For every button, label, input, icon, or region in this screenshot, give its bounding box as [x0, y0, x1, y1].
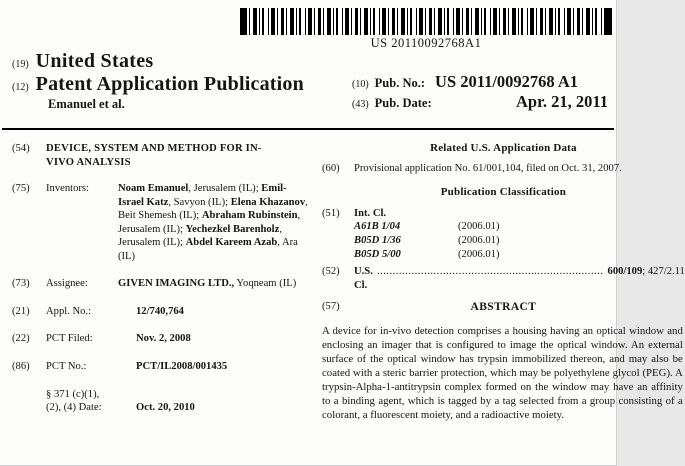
- assignee-field-number: (73): [12, 278, 30, 290]
- abstract-text: A device for in-vivo detection comprises a housing having an optical window and enclosing an imager that is configured to image the optical window. An external surface of the optical window has trypsin immobilized thereon, and may also be coated with a steric barrier protection, which may be polyethylene glycol (PEG). A trypsin-Alpha-1-antitrypsin complex formed on the window may have an affinity to a binding agent, which is tagged by a tag selected from a group consisting of a colorant, a fluorescent moiety, and a radioactive moiety.: [322, 325, 683, 422]
- abstract-field-number: (57): [322, 301, 340, 313]
- inventors-label: Inventors:: [46, 183, 89, 195]
- int-cl-code: B05D 1/36: [354, 234, 401, 246]
- us-cl-value-secondary: ; 427/2.11: [642, 266, 685, 278]
- pct-filed-label: PCT Filed:: [46, 333, 93, 345]
- inventors-row: [12, 182, 308, 263]
- s371-label-line2: (2), (4) Date:: [46, 402, 102, 414]
- assignee-label: Assignee:: [46, 278, 88, 290]
- pub-no-prefix: (10): [352, 79, 369, 90]
- left-column: [12, 142, 308, 429]
- pct-no-row: [12, 360, 308, 374]
- int-cl-entry: [322, 220, 685, 234]
- pub-date-value: Apr. 21, 2011: [516, 92, 608, 111]
- barcode-section: [240, 8, 612, 51]
- authors: Emanuel et al.: [48, 97, 125, 111]
- int-cl-code: A61B 1/04: [354, 221, 401, 233]
- pub-date-prefix: (43): [352, 99, 369, 110]
- pub-no-value: US 2011/0092768 A1: [435, 72, 579, 91]
- pct-filed-row: [12, 332, 308, 346]
- pct-no-field-number: (86): [12, 361, 30, 373]
- barcode-image: [240, 8, 612, 35]
- pct-no-label: PCT No.:: [46, 361, 87, 373]
- us-cl-label: U.S. Cl.: [354, 266, 373, 291]
- inventors-value: Noam Emanuel, Jerusalem (IL); Emil-Israel Katz, Savyon (IL); Elena Khazanov, Beit Shemesh (IL); Abraham Rubinstein, Jerusalem (IL); Yechezkel Barenholz, Jerusalem (IL); Abdel Kareem Azab, Ara (IL): [118, 183, 308, 262]
- pct-filed-field-number: (22): [12, 333, 30, 345]
- int-cl-entry: [322, 248, 685, 262]
- s371-value: Oct. 20, 2010: [136, 402, 195, 414]
- pub-date-label: Pub. Date:: [374, 96, 432, 110]
- header-divider: [2, 128, 614, 130]
- int-cl-date: (2006.01): [458, 221, 500, 233]
- appl-no-row: [12, 305, 308, 319]
- pct-filed-value: Nov. 2, 2008: [136, 333, 191, 345]
- int-cl-field-number: (51): [322, 207, 340, 219]
- abstract-heading: ABSTRACT: [470, 301, 537, 314]
- country-name: United States: [35, 50, 154, 72]
- related-data-heading: Related U.S. Application Data: [430, 142, 577, 154]
- int-cl-row: [322, 207, 685, 221]
- int-cl-code: B05D 5/00: [354, 248, 401, 260]
- provisional-text: Provisional application No. 61/001,104, filed on Oct. 31, 2007.: [354, 163, 622, 174]
- appl-no-field-number: (21): [12, 305, 30, 317]
- inventors-field-number: (75): [12, 183, 30, 195]
- dot-leader: [377, 265, 604, 279]
- assignee-row: [12, 277, 308, 291]
- title-field-number: (54): [12, 143, 30, 154]
- right-column: [308, 142, 685, 429]
- publication-classification-heading: Publication Classification: [440, 185, 567, 198]
- appl-no-label: Appl. No.:: [46, 305, 92, 317]
- header-left: [12, 50, 352, 112]
- document-type: Patent Application Publication: [35, 73, 304, 95]
- int-cl-date: (2006.01): [458, 234, 500, 246]
- provisional-row: [322, 162, 685, 176]
- int-cl-entry: [322, 234, 685, 248]
- s371-label: [46, 388, 118, 415]
- document-header: [0, 50, 616, 112]
- s371-row: [12, 388, 308, 415]
- int-cl-label: Int. Cl.: [354, 207, 387, 219]
- title-row: [12, 142, 308, 169]
- invention-title: DEVICE, SYSTEM AND METHOD FOR IN-VIVO ANALYSIS: [46, 143, 262, 168]
- assignee-value: GIVEN IMAGING LTD., Yoqneam (IL): [118, 278, 297, 290]
- header-right: [352, 50, 608, 112]
- us-cl-row: [322, 265, 685, 292]
- us-cl-value-primary: 600/109: [607, 266, 643, 278]
- provisional-field-number: (60): [322, 163, 340, 174]
- appl-no-value: 12/740,764: [136, 305, 184, 317]
- country-code-prefix: (19): [12, 59, 29, 70]
- int-cl-date: (2006.01): [458, 248, 500, 260]
- pct-no-value: PCT/IL2008/001435: [136, 361, 228, 373]
- us-cl-field-number: (52): [322, 266, 340, 278]
- s371-label-line1: § 371 (c)(1),: [46, 388, 100, 400]
- pub-no-label: Pub. No.:: [374, 76, 426, 90]
- doc-type-prefix: (12): [12, 82, 29, 93]
- document-body: [0, 142, 685, 429]
- barcode-number: US 20110092768A1: [370, 36, 482, 50]
- abstract-heading-row: [322, 300, 685, 315]
